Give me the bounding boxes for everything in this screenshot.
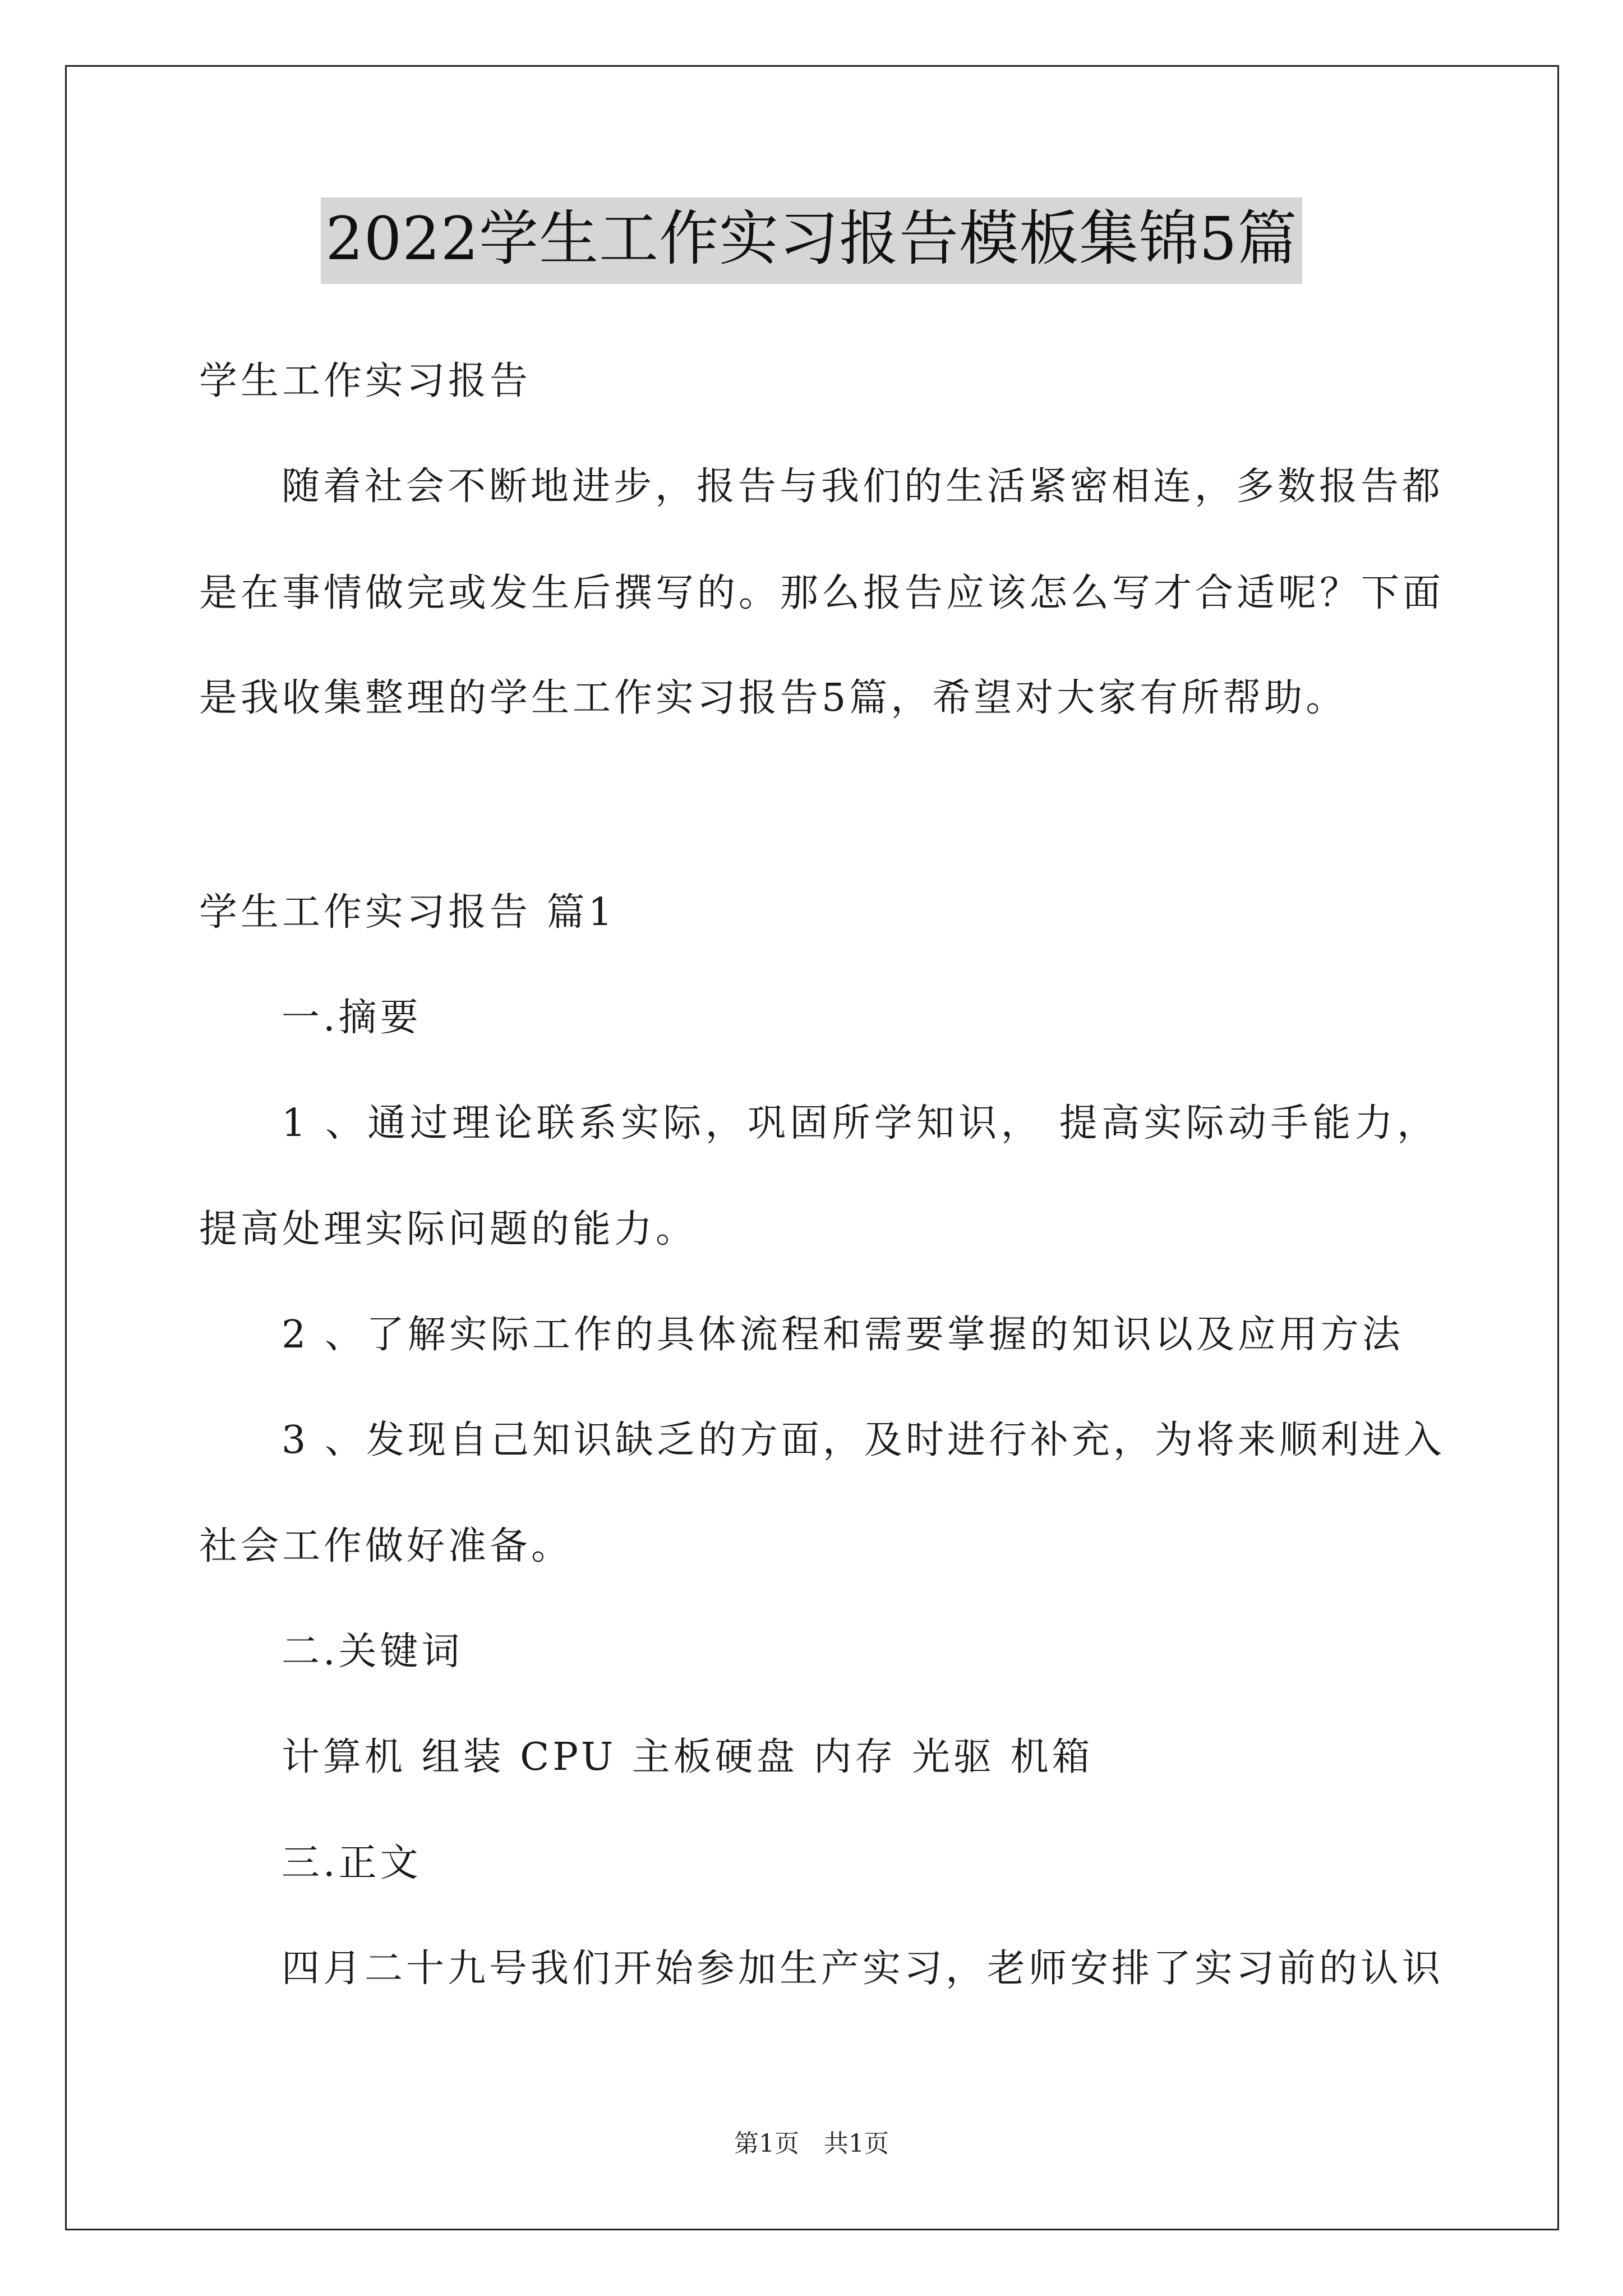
intro-line-1: 随着社会不断地进步，报告与我们的生活紧密相连，多数报告都 bbox=[282, 464, 1444, 509]
page-number: 第1页 共1页 bbox=[734, 2129, 889, 2158]
body-paragraph-line: 四月二十九号我们开始参加生产实习，老师安排了实习前的认识 bbox=[282, 1947, 1444, 1991]
abstract-item-3-cont: 社会工作做好准备。 bbox=[199, 1524, 573, 1568]
intro-line-2: 是在事情做完或发生后撰写的。那么报告应该怎么写才合适呢？下面 bbox=[199, 571, 1445, 615]
document-title: 2022学生工作实习报告模板集锦5篇 bbox=[321, 197, 1302, 284]
abstract-item-3: 3 、发现自己知识缺乏的方面，及时进行补充，为将来顺利进入 bbox=[282, 1418, 1445, 1462]
abstract-item-1: 1 、通过理论联系实际，巩固所学知识， 提高实际动手能力， bbox=[282, 1101, 1438, 1145]
title-container bbox=[0, 197, 1623, 284]
body-heading: 三.正文 bbox=[282, 1841, 422, 1885]
report-heading: 学生工作实习报告 bbox=[199, 359, 532, 403]
abstract-item-2: 2 、了解实际工作的具体流程和需要掌握的知识以及应用方法 bbox=[282, 1313, 1404, 1357]
section-title: 学生工作实习报告 篇1 bbox=[199, 890, 616, 935]
keywords-heading: 二.关键词 bbox=[282, 1630, 463, 1674]
abstract-heading: 一.摘要 bbox=[282, 996, 422, 1040]
intro-line-3: 是我收集整理的学生工作实习报告5篇，希望对大家有所帮助。 bbox=[199, 676, 1348, 720]
keywords-list: 计算机 组装 CPU 主板硬盘 内存 光驱 机箱 bbox=[282, 1735, 1094, 1779]
abstract-item-1-cont: 提高处理实际问题的能力。 bbox=[199, 1207, 698, 1251]
